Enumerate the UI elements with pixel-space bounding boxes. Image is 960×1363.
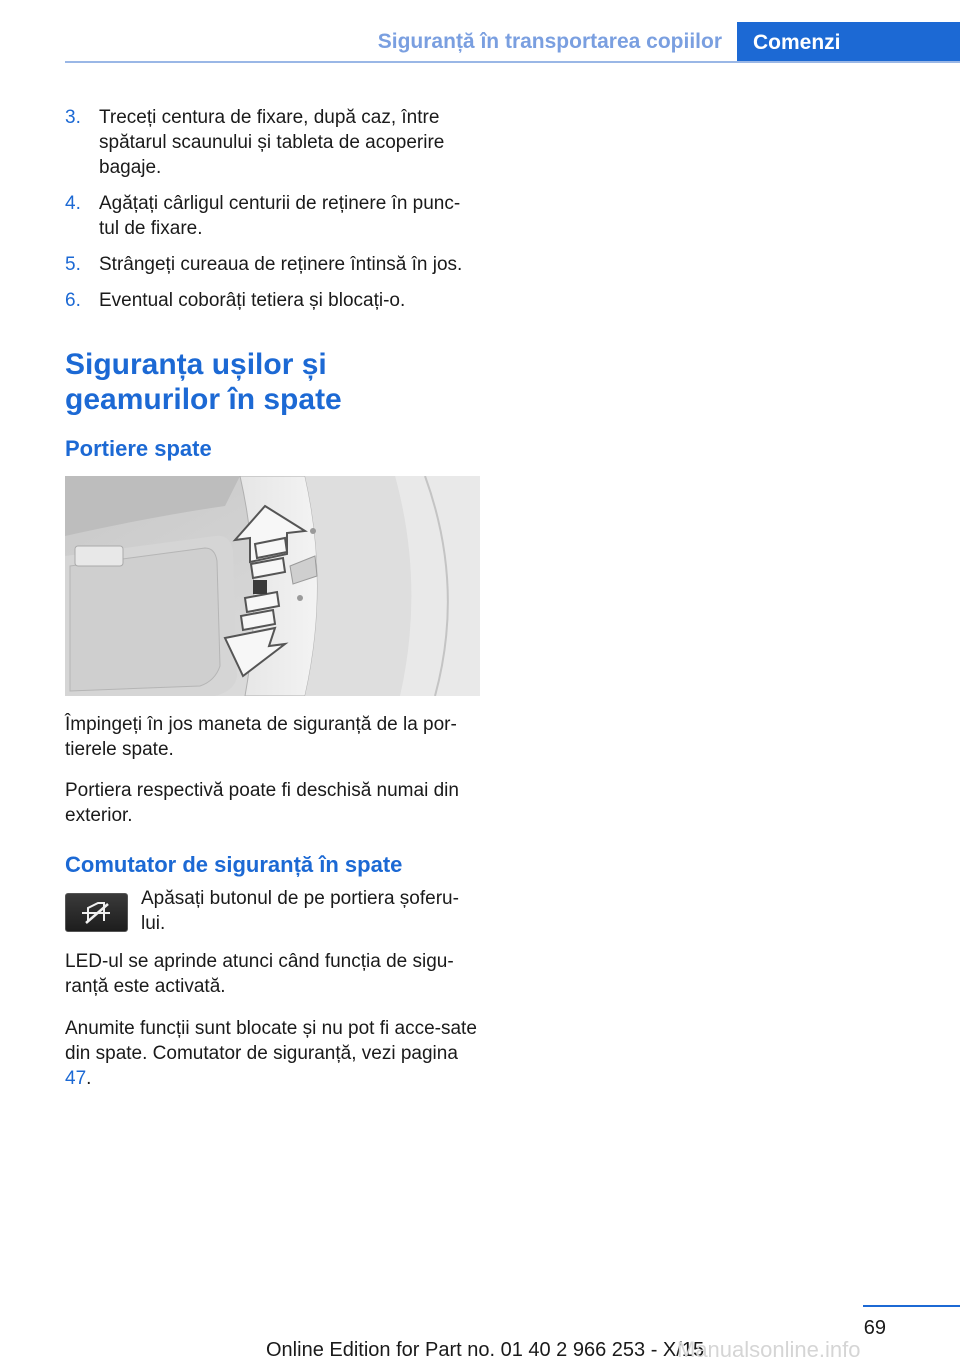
paragraph-text: Anumite funcții sunt blocate și nu pot fi acce‐sate din spate. Comutator de siguranță, vezi pagina	[65, 1018, 477, 1064]
step-text: Treceți centura de fixare, după caz, între spătarul scaunului și tableta de acoperire bagaje.	[99, 107, 445, 178]
step-text: Strângeți cureaua de reținere întinsă în jos.	[99, 254, 463, 275]
list-item	[65, 252, 480, 277]
paragraph-led: LED-ul se aprinde atunci când funcția de sigu‐ranță este activată.	[65, 951, 454, 997]
step-number: 6.	[65, 290, 81, 311]
door-lock-lever-illustration	[65, 476, 480, 696]
step-text: Agățați cârligul centurii de reținere în punc‐tul de fixare.	[99, 193, 461, 239]
paragraph-blocked-functions	[65, 1016, 480, 1091]
watermark: Manualsonline.info	[677, 1337, 861, 1362]
list-item	[65, 105, 480, 180]
list-item	[65, 191, 480, 241]
paragraph-press-button: Apăsați butonul de pe portiera șoferu‐lui.	[141, 888, 459, 934]
steps-list	[65, 105, 480, 324]
step-number: 5.	[65, 254, 81, 275]
section-title: Siguranța ușilor și geamurilor în spate	[65, 348, 342, 416]
footer-edition: Online Edition for Part no. 01 40 2 966 253 - X/15	[266, 1339, 705, 1361]
step-number: 4.	[65, 193, 81, 214]
paragraph-push-lever: Împingeți în jos maneta de siguranță de la por‐tierele spate.	[65, 714, 457, 760]
step-text: Eventual coborâți tetiera și blocați-o.	[99, 290, 406, 311]
footer-rule	[863, 1305, 960, 1307]
header-section-title: Siguranță în transportarea copiilor	[377, 30, 722, 53]
subsection-heading-safety-switch: Comutator de siguranță în spate	[65, 852, 403, 877]
subsection-heading-rear-doors: Portiere spate	[65, 436, 212, 461]
paragraph-opens-outside: Portiera respectivă poate fi deschisă numai din exterior.	[65, 780, 459, 826]
step-number: 3.	[65, 107, 81, 128]
page-link[interactable]: 47	[65, 1068, 87, 1089]
paragraph-end: .	[86, 1068, 92, 1089]
window-lock-switch-icon	[65, 893, 128, 932]
page-number: 69	[863, 1317, 886, 1339]
list-item	[65, 288, 480, 313]
header-rule	[65, 61, 960, 63]
rear-door-illustration	[65, 476, 480, 696]
header-chapter-tab[interactable]: Comenzi	[737, 22, 960, 63]
